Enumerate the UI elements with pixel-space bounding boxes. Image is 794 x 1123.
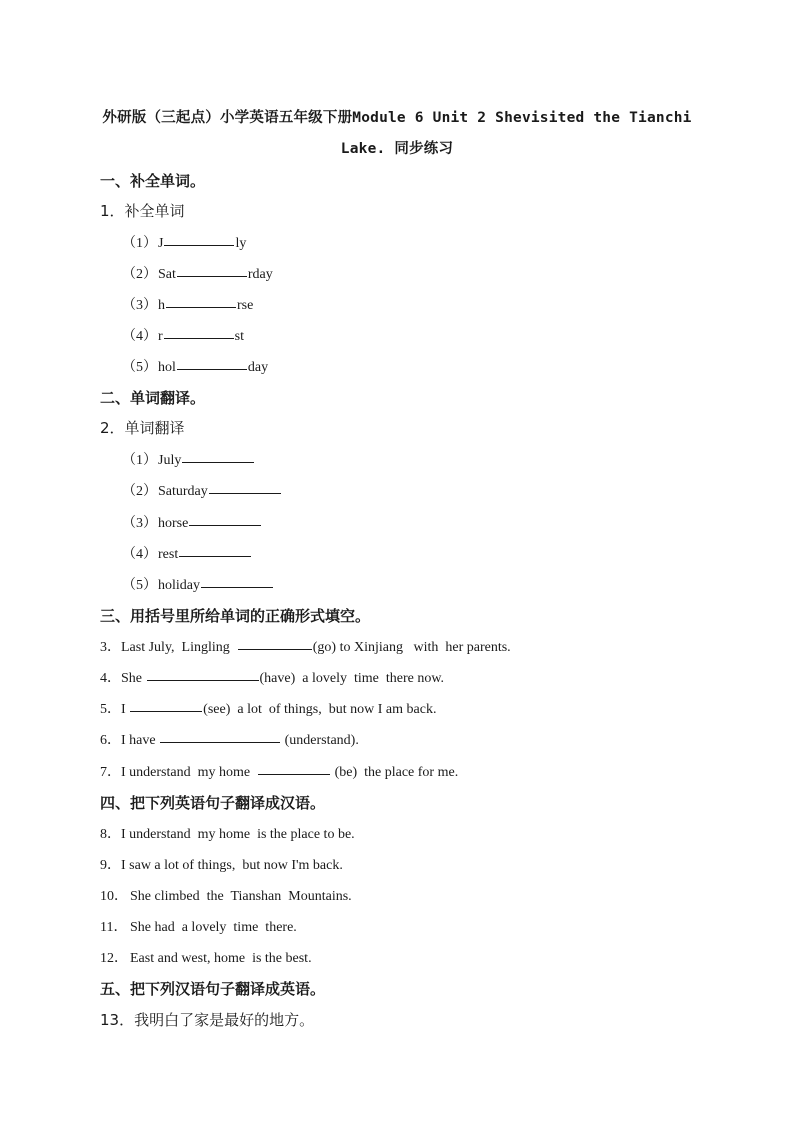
section-heading-1: 一、补全单词。 — [100, 172, 206, 190]
q1-item-5: （5） hol day — [122, 360, 269, 375]
q2-item-3: （3） horse — [122, 512, 262, 532]
answer-blank[interactable] — [179, 555, 251, 557]
question-2-heading: 2．单词翻译 — [100, 419, 185, 437]
answer-blank[interactable] — [164, 244, 234, 246]
q9-item: 9． I saw a lot of things, but now I'm back. — [100, 858, 343, 873]
answer-blank[interactable] — [182, 461, 254, 463]
section-heading-4: 四、把下列英语句子翻译成汉语。 — [100, 794, 326, 812]
q1-item-3: （3） h rse — [122, 298, 254, 313]
q3-item: 3． Last July, Lingling (go) to Xinjiang with her parents. — [100, 640, 511, 655]
q8-item: 8． I understand my home is the place to be. — [100, 827, 355, 842]
q2-item-1: （1） July — [122, 449, 255, 469]
q1-item-2: （2） Sat rday — [122, 267, 273, 282]
question-1-heading: 1．补全单词 — [100, 202, 185, 220]
answer-blank[interactable] — [164, 337, 234, 339]
q10-item: 10． She climbed the Tianshan Mountains. — [100, 889, 352, 904]
answer-blank[interactable] — [177, 368, 247, 370]
answer-blank[interactable] — [201, 586, 273, 588]
answer-blank[interactable] — [209, 492, 281, 494]
answer-blank[interactable] — [166, 306, 236, 308]
section-heading-3: 三、用括号里所给单词的正确形式填空。 — [100, 607, 371, 625]
section-heading-5: 五、把下列汉语句子翻译成英语。 — [100, 980, 326, 998]
q5-item: 5． I (see) a lot of things, but now I am back. — [100, 702, 437, 717]
q2-item-5: （5） holiday — [122, 574, 274, 594]
answer-blank[interactable] — [258, 773, 330, 775]
answer-blank[interactable] — [130, 710, 202, 712]
q2-item-2: （2） Saturday — [122, 480, 282, 500]
q1-item-1: （1） J ly — [122, 236, 247, 251]
q12-item: 12． East and west, home is the best. — [100, 951, 312, 966]
answer-blank[interactable] — [177, 275, 247, 277]
section-heading-2: 二、单词翻译。 — [100, 389, 206, 407]
answer-blank[interactable] — [160, 741, 280, 743]
answer-blank[interactable] — [189, 524, 261, 526]
q7-item: 7． I understand my home (be) the place for me. — [100, 765, 459, 780]
answer-blank[interactable] — [147, 679, 259, 681]
q4-item: 4． She (have) a lovely time there now. — [100, 671, 445, 686]
q6-item: 6． I have (understand). — [100, 733, 359, 748]
page-title-line-1: 外研版（三起点）小学英语五年级下册Module 6 Unit 2 Shevisited the Tianchi — [102, 110, 692, 126]
q2-item-4: （4） rest — [122, 543, 252, 563]
q13-item: 13． 我明白了家是最好的地方。 — [100, 1011, 315, 1029]
page-title-line-2: Lake. 同步练习 — [340, 141, 454, 157]
q1-item-4: （4） r st — [122, 329, 245, 344]
q11-item: 11． She had a lovely time there. — [100, 920, 297, 935]
answer-blank[interactable] — [238, 648, 312, 650]
